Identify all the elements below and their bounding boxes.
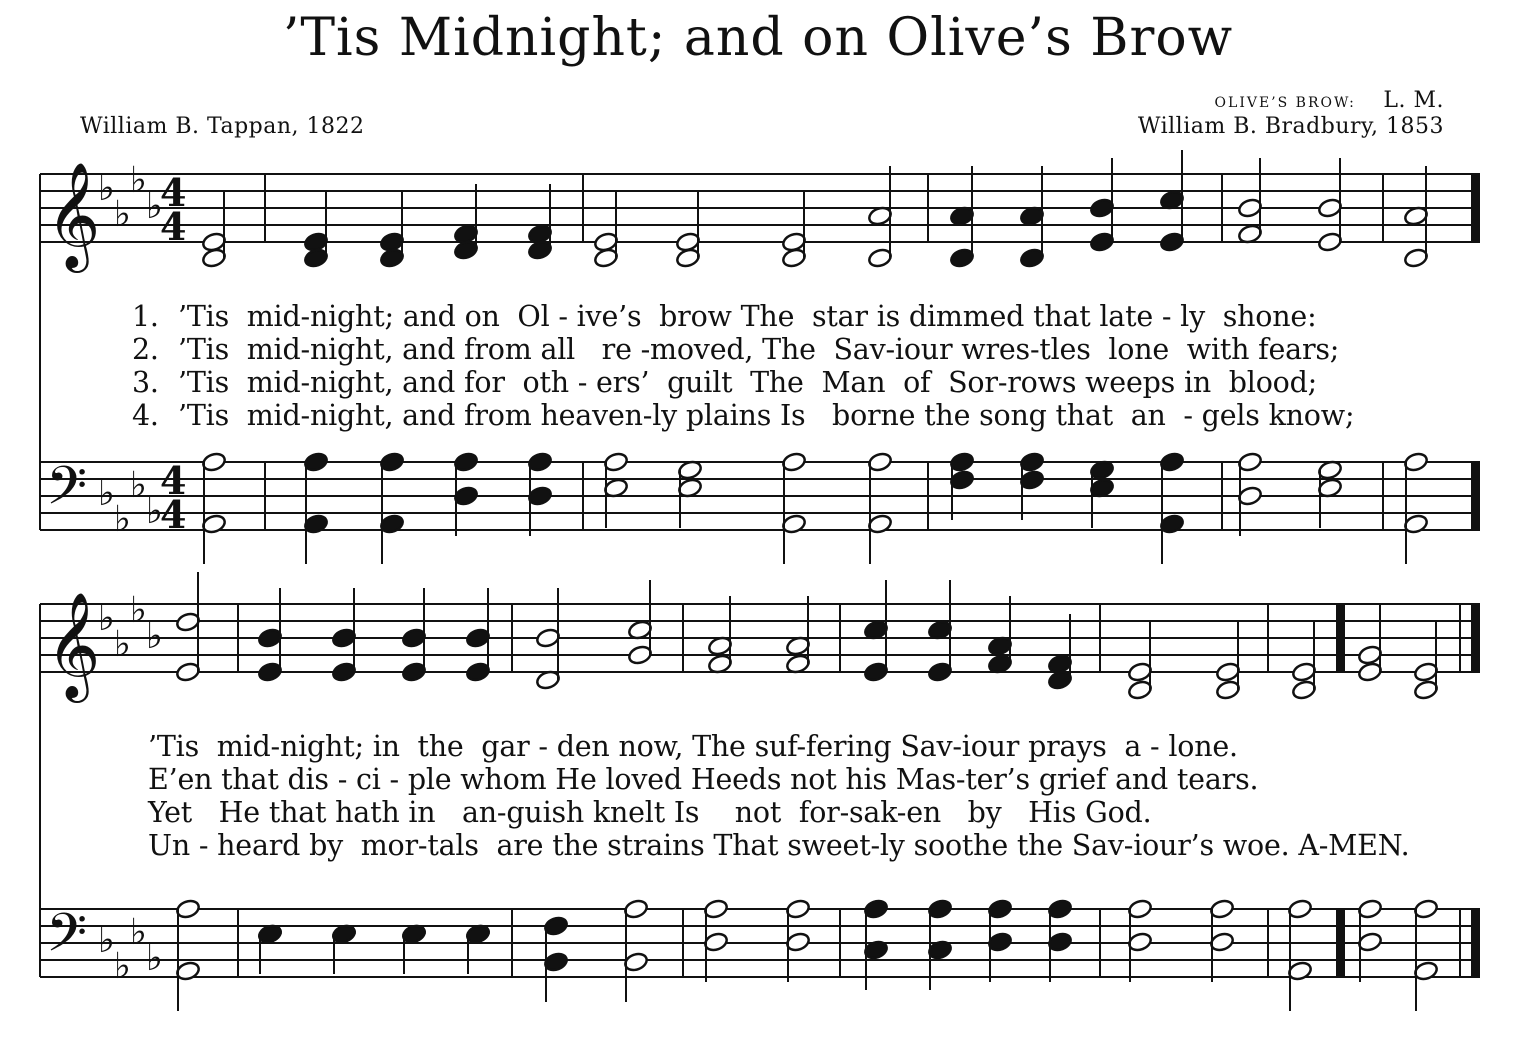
composer-credit: William B. Bradbury, 1853 — [1137, 114, 1444, 139]
svg-text:4: 4 — [160, 458, 187, 503]
treble-clef — [46, 591, 100, 703]
svg-text:♭: ♭ — [98, 168, 115, 209]
svg-text:♭: ♭ — [146, 491, 163, 532]
verse-2-line-2: E’en that dis - ci - ple whom He loved Heeds not his Mas-ter’s grief and tears. — [148, 763, 1259, 796]
hymn-title: ’Tis Midnight; and on Olive’s Brow — [282, 8, 1234, 68]
meter: L. M. — [1383, 88, 1444, 113]
time-signature — [160, 170, 186, 249]
svg-text:♭: ♭ — [114, 499, 131, 540]
final-bar — [1472, 174, 1479, 242]
svg-text:♭: ♭ — [146, 938, 163, 979]
clefs — [46, 160, 186, 987]
key-signature — [98, 160, 163, 235]
author-credit: William B. Tappan, 1822 — [80, 114, 365, 139]
svg-text:♭: ♭ — [146, 186, 163, 227]
svg-text:♭: ♭ — [114, 946, 131, 987]
verse-number: 2. — [132, 333, 159, 366]
verse-number: 4. — [132, 399, 159, 432]
svg-text:♭: ♭ — [98, 598, 115, 639]
verse-text: ’Tis mid-night; and on Ol - ive’s brow The star is dimmed that late - ly shone: — [178, 300, 1317, 333]
verse-2-line-1 — [132, 333, 1339, 366]
verse-text: ’Tis mid-night, and from all re -moved, The Sav-iour wres-tles lone with fears; — [178, 333, 1340, 366]
svg-text:♭: ♭ — [98, 920, 115, 961]
svg-text:♭: ♭ — [130, 590, 147, 631]
svg-text:♭: ♭ — [146, 616, 163, 657]
verse-4-line-1 — [132, 399, 1354, 432]
key-signature — [98, 590, 163, 665]
svg-text:4: 4 — [160, 204, 187, 249]
time-signature — [160, 458, 186, 537]
verse-number: 1. — [132, 300, 159, 333]
bass-clef — [46, 903, 87, 977]
amen-bar — [1337, 909, 1344, 977]
final-bar — [1472, 604, 1479, 672]
verse-number: 3. — [132, 366, 159, 399]
bass-clef — [46, 456, 87, 530]
final-bar — [1472, 462, 1479, 530]
svg-text:♭: ♭ — [130, 465, 147, 506]
svg-text:𝄞: 𝄞 — [46, 161, 101, 268]
verse-3-line-2: Yet He that hath in an-guish knelt Is not for-sak-en by His God. — [148, 796, 1152, 829]
tune-name: OLIVE’S BROW: — [1214, 95, 1356, 111]
verse-1-line-1 — [132, 300, 1316, 333]
svg-text:𝄞: 𝄞 — [46, 591, 101, 698]
verse-text: ’Tis mid-night, and for oth - ers’ guilt The Man of Sor-rows weeps in blood; — [178, 366, 1318, 399]
svg-text:♭: ♭ — [98, 473, 115, 514]
amen-bar — [1337, 604, 1344, 672]
verse-text: ’Tis mid-night, and from heaven-ly plains Is borne the song that an - gels know; — [178, 399, 1355, 432]
treble-clef — [46, 161, 100, 273]
svg-text:♭: ♭ — [130, 912, 147, 953]
verse-1-line-2: ’Tis mid-night; in the gar - den now, The suf-fering Sav-iour prays a - lone. — [148, 730, 1238, 763]
svg-text:♭: ♭ — [114, 624, 131, 665]
svg-text:4: 4 — [160, 170, 187, 215]
final-bar — [1472, 909, 1479, 977]
svg-text:♭: ♭ — [114, 194, 131, 235]
svg-text:4: 4 — [160, 492, 187, 537]
svg-text:♭: ♭ — [130, 160, 147, 201]
verse-3-line-1 — [132, 366, 1317, 399]
svg-text:𝄢: 𝄢 — [46, 456, 88, 530]
key-signature — [98, 465, 163, 540]
note-heads — [175, 150, 1439, 1011]
verse-4-line-2: Un - heard by mor-tals are the strains That sweet-ly soothe the Sav-iour’s woe. A-MEN. — [148, 829, 1410, 862]
svg-text:𝄢: 𝄢 — [46, 903, 88, 977]
key-signature — [98, 912, 163, 987]
